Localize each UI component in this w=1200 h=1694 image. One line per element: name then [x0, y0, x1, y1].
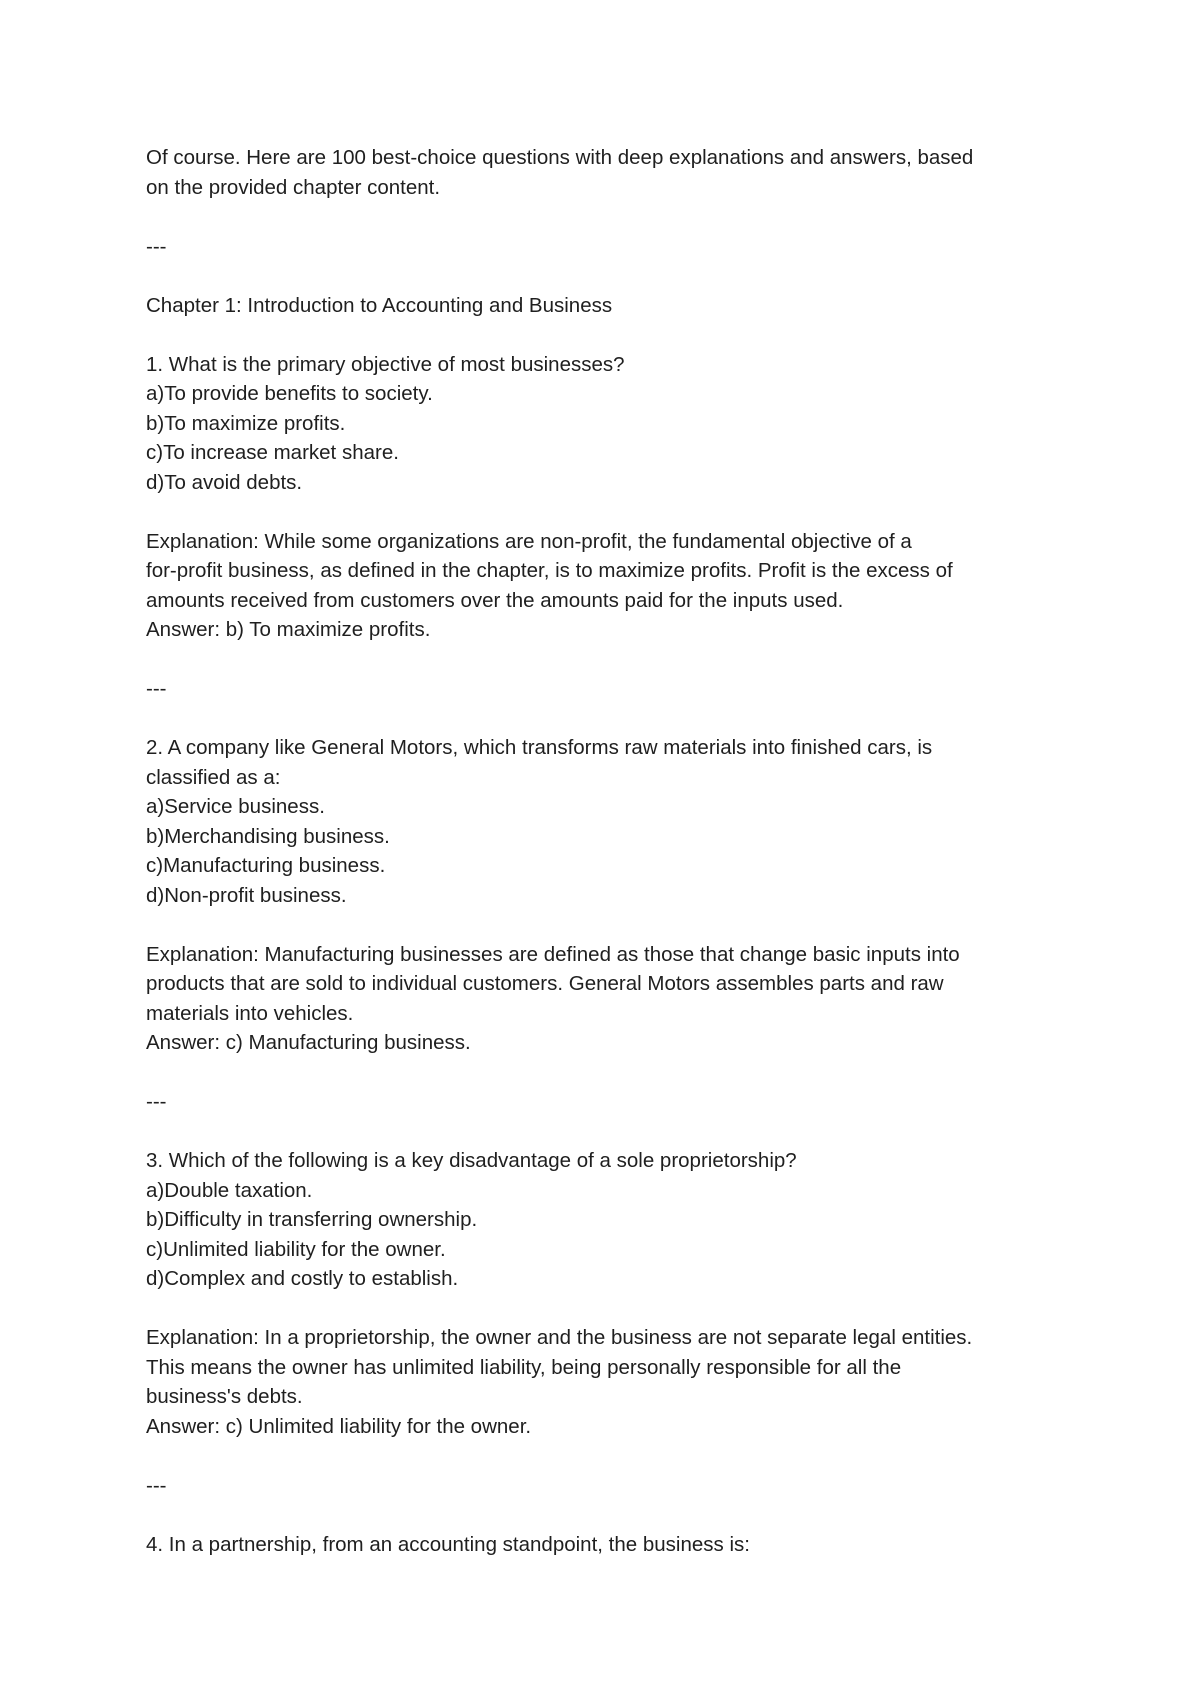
explanation-text: products that are sold to individual customers. General Motors assembles parts and raw — [146, 972, 944, 995]
answer-option: a)To provide benefits to society. — [146, 382, 433, 405]
question-block — [146, 733, 1076, 1058]
separator: --- — [146, 677, 167, 700]
intro-line: Of course. Here are 100 best-choice questions with deep explanations and answers, based — [146, 146, 974, 169]
spacer — [146, 497, 1076, 527]
spacer — [146, 202, 1076, 232]
explanation-text: materials into vehicles. — [146, 1001, 354, 1025]
answer-option: d)Complex and costly to establish. — [146, 1267, 459, 1290]
question-text: 2. A company like General Motors, which transforms raw materials into finished cars, is — [146, 736, 933, 759]
answer-option: c)Unlimited liability for the owner. — [146, 1237, 446, 1261]
chapter-title: Chapter 1: Introduction to Accounting and Business — [146, 293, 613, 317]
explanation-text: Explanation: While some organizations are non-profit, the fundamental objective of a — [146, 529, 912, 553]
question-text: 1. What is the primary objective of most businesses? — [146, 352, 625, 376]
spacer — [146, 1294, 1076, 1324]
answer-option: c)To increase market share. — [146, 441, 399, 464]
answer-text: Answer: c) Manufacturing business. — [146, 1031, 471, 1054]
spacer — [146, 910, 1076, 940]
explanation-text: Explanation: In a proprietorship, the owner and the business are not separate legal entities. — [146, 1326, 973, 1349]
spacer — [146, 1500, 1076, 1530]
question-block — [146, 1146, 1076, 1441]
spacer — [146, 704, 1076, 734]
spacer — [146, 1058, 1076, 1088]
separator: --- — [146, 1473, 167, 1497]
answer-option: b)Merchandising business. — [146, 824, 390, 848]
question-text: 4. In a partnership, from an accounting standpoint, the business is: — [146, 1532, 750, 1556]
answer-option: d)Non-profit business. — [146, 883, 347, 907]
explanation-text: This means the owner has unlimited liability, being personally responsible for all the — [146, 1355, 902, 1379]
answer-text: Answer: c) Unlimited liability for the owner. — [146, 1414, 532, 1438]
spacer — [146, 645, 1076, 675]
intro-line: on the provided chapter content. — [146, 175, 441, 199]
spacer — [146, 1441, 1076, 1471]
explanation-text: for-profit business, as defined in the chapter, is to maximize profits. Profit is the excess of — [146, 559, 953, 582]
question-text: classified as a: — [146, 765, 281, 789]
answer-option: d)To avoid debts. — [146, 470, 303, 494]
document-page — [146, 143, 1076, 1559]
spacer — [146, 261, 1076, 291]
answer-option: a)Service business. — [146, 795, 325, 818]
spacer — [146, 320, 1076, 350]
question-text: 3. Which of the following is a key disadvantage of a sole proprietorship? — [146, 1149, 797, 1172]
answer-option: b)To maximize profits. — [146, 411, 346, 435]
answer-text: Answer: b) To maximize profits. — [146, 618, 431, 641]
spacer — [146, 1117, 1076, 1147]
explanation-text: business's debts. — [146, 1385, 303, 1408]
separator: --- — [146, 234, 167, 258]
explanation-text: Explanation: Manufacturing businesses are defined as those that change basic inputs into — [146, 942, 960, 966]
explanation-text: amounts received from customers over the amounts paid for the inputs used. — [146, 588, 844, 612]
question-block — [146, 1530, 1076, 1560]
answer-option: b)Difficulty in transferring ownership. — [146, 1208, 478, 1231]
question-block — [146, 350, 1076, 645]
answer-option: a)Double taxation. — [146, 1178, 313, 1202]
answer-option: c)Manufacturing business. — [146, 854, 386, 877]
separator: --- — [146, 1090, 167, 1113]
